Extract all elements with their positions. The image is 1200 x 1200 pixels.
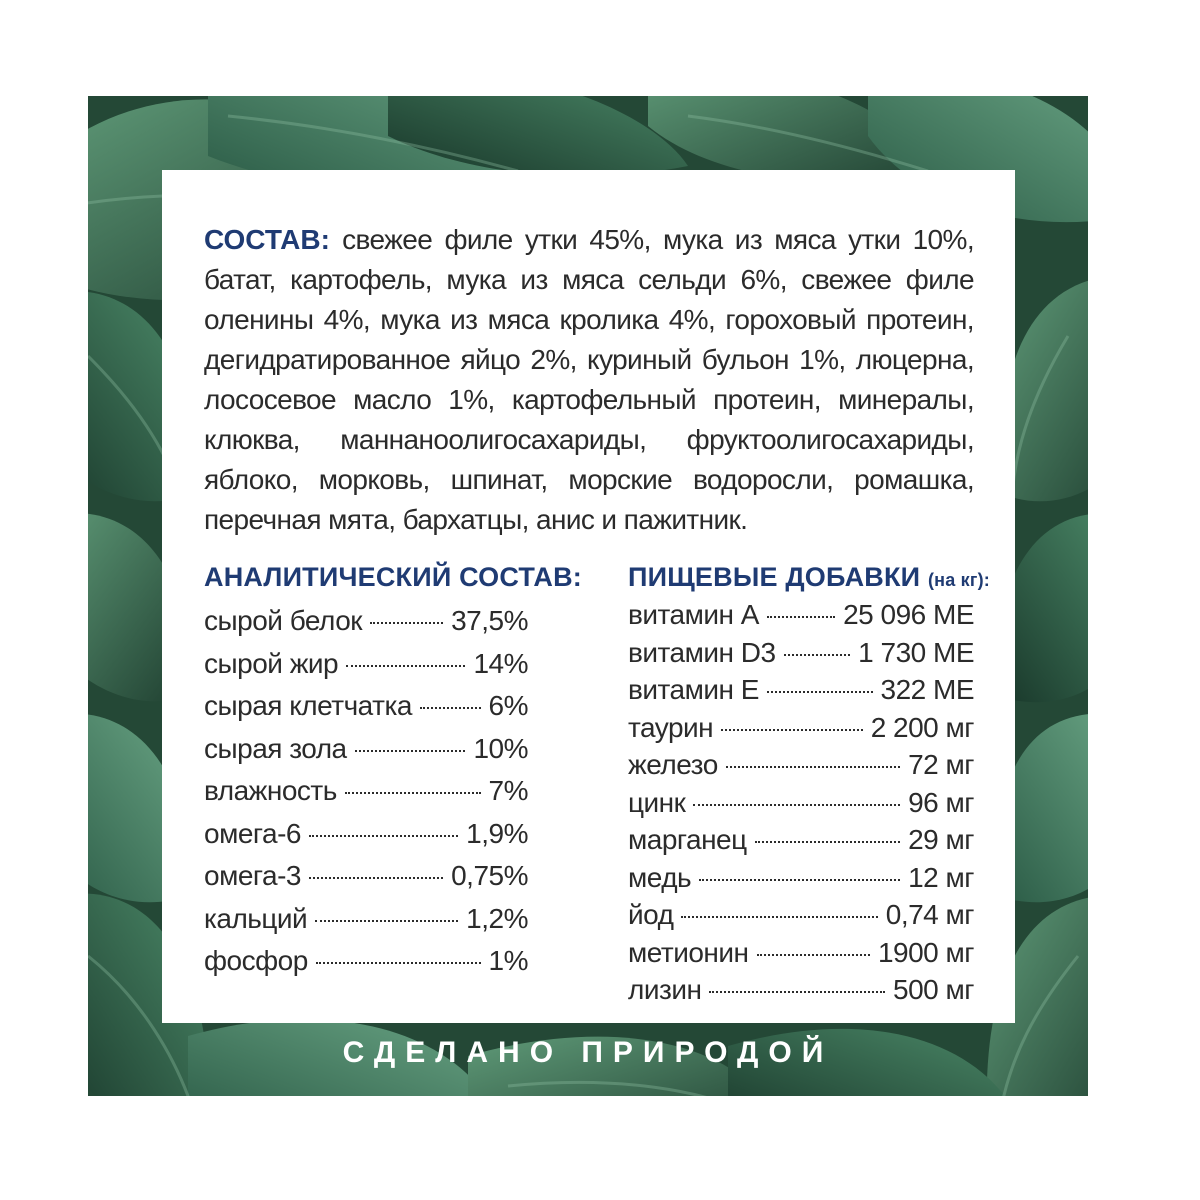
list-item: таурин 2 200 мг (628, 711, 974, 743)
list-item: сырой белок 37,5% (204, 605, 528, 636)
list-item: йод 0,74 мг (628, 899, 974, 930)
list-item: влажность 7% (204, 775, 528, 806)
list-item: омега-6 1,9% (204, 817, 528, 849)
list-item: медь 12 мг (628, 861, 974, 893)
food-additives-title (628, 562, 990, 593)
additives-title-unit: (на кг): (927, 570, 990, 590)
analytic-list (204, 600, 528, 983)
list-item: витамин А 25 096 МЕ (628, 599, 974, 630)
list-item: фосфор 1% (204, 945, 528, 976)
additives-title-text: ПИЩЕВЫЕ ДОБАВКИ (628, 562, 921, 592)
list-item: лизин 500 мг (628, 974, 974, 1005)
list-item: марганец 29 мг (628, 824, 974, 855)
list-item: метионин 1900 мг (628, 936, 974, 968)
composition-paragraph (204, 220, 974, 540)
list-item: сырая клетчатка 6% (204, 690, 528, 721)
composition-text: свежее филе утки 45%, мука из мяса утки 10%, батат, картофель, мука из мяса сельди 6%, свежее филе оленины 4%, мука из мяса кролика 4%, гороховый протеин, дегидратированное яйцо 2%, куриный бульон 1%, люцерна, лососевое масло 1%, картофельный протеин, минералы, клюква, маннаноолигосахариды, фруктоолигосахариды, яблоко, морковь, шпинат, морские водоросли, ромашка, перечная мята, бархатцы, анис и пажитник. (204, 224, 975, 535)
list-item: сырой жир 14% (204, 647, 528, 679)
list-item: омега-3 0,75% (204, 860, 528, 891)
ingredients-card (162, 170, 1015, 1023)
list-item: цинк 96 мг (628, 786, 974, 818)
analytic-title-text: АНАЛИТИЧЕСКИЙ СОСТАВ: (204, 562, 582, 592)
list-item: витамин D3 1 730 МЕ (628, 636, 974, 668)
analytic-composition-title (204, 562, 582, 593)
list-item: кальций 1,2% (204, 902, 528, 934)
list-item: сырая зола 10% (204, 732, 528, 764)
list-item: витамин Е 322 МЕ (628, 674, 974, 705)
composition-label: СОСТАВ: (204, 224, 330, 255)
slogan: СДЕЛАНО ПРИРОДОЙ (342, 1036, 834, 1069)
additives-list (628, 596, 974, 1009)
list-item: железо 72 мг (628, 749, 974, 780)
